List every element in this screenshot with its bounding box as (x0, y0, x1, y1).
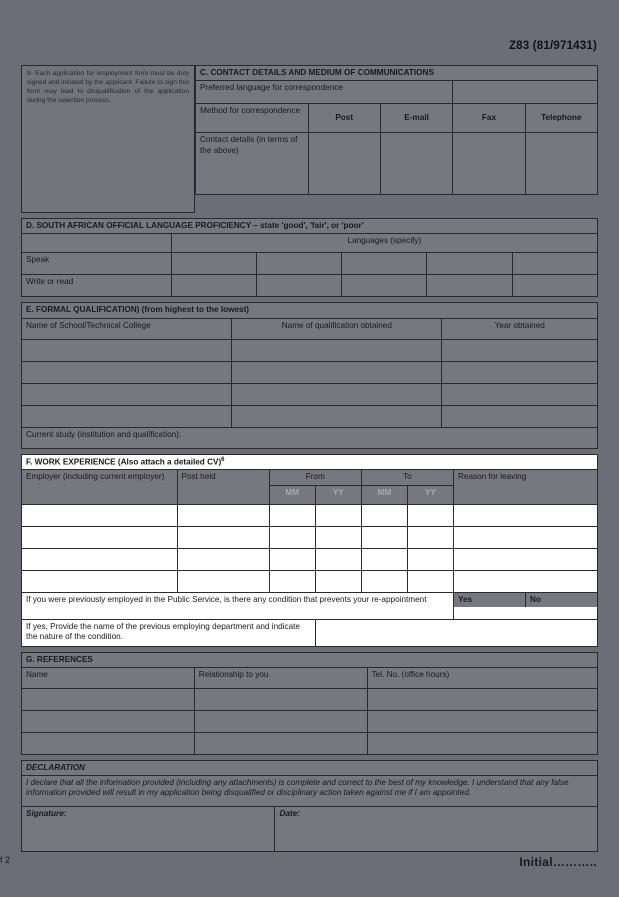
speak-lang-3[interactable] (342, 253, 427, 275)
preferred-language-label: Preferred language for correspondence (196, 81, 453, 104)
note-8-text: 8- Each application for employment form must be duly signed and initialed by the applicant. Failure to sign this form may lead to disqualification of the application during the selection process. (21, 65, 195, 213)
speak-lang-1[interactable] (171, 253, 256, 275)
write-lang-3[interactable] (342, 275, 427, 297)
page-number: f 2 (0, 855, 11, 865)
qual-name-4[interactable] (232, 405, 442, 427)
qual-name-3[interactable] (232, 383, 442, 405)
declaration-section (21, 760, 598, 852)
ref-tel-2[interactable] (367, 710, 597, 732)
signature-label[interactable]: Signature: (22, 807, 275, 852)
section-g (21, 652, 598, 755)
ref-name-2[interactable] (22, 710, 195, 732)
languages-header: Languages (specify) (171, 234, 597, 253)
ref-rel-3[interactable] (194, 732, 367, 754)
section-e-col-school: Name of School/Technical College (22, 318, 232, 339)
section-g-title: G. REFERENCES (22, 652, 598, 667)
form-sheet (21, 65, 598, 852)
work-from-yy-3[interactable] (315, 548, 361, 570)
method-telephone[interactable]: Telephone (525, 104, 597, 133)
yes-no-cell (453, 592, 597, 619)
work-reason-4[interactable] (453, 570, 597, 592)
section-f-title: F. WORK EXPERIENCE (Also attach a detailed CV)$^6$ (22, 454, 598, 470)
public-service-yes[interactable]: Yes (454, 593, 526, 607)
qual-name-1[interactable] (232, 339, 442, 361)
work-employer-3[interactable] (22, 548, 178, 570)
work-to-yy-3[interactable] (407, 548, 453, 570)
section-f-table (21, 454, 598, 647)
work-reason-3[interactable] (453, 548, 597, 570)
work-employer-1[interactable] (22, 504, 178, 526)
section-f-col-to: To (361, 470, 453, 485)
work-reason-2[interactable] (453, 526, 597, 548)
work-post-4[interactable] (177, 570, 269, 592)
section-e-col-year: Year obtained (442, 318, 598, 339)
row-label-speak: Speak (22, 253, 172, 275)
work-to-yy-1[interactable] (407, 504, 453, 526)
write-lang-1[interactable] (171, 275, 256, 297)
write-lang-2[interactable] (257, 275, 342, 297)
qual-school-4[interactable] (22, 405, 232, 427)
qual-school-2[interactable] (22, 361, 232, 383)
declaration-title: DECLARATION (22, 760, 598, 775)
qual-year-1[interactable] (442, 339, 598, 361)
form-code: Z83 (81/971431) (508, 40, 597, 52)
work-reason-1[interactable] (453, 504, 597, 526)
section-g-col-tel: Tel. No. (office hours) (367, 667, 597, 688)
work-from-mm-4[interactable] (269, 570, 315, 592)
page-footer (0, 855, 619, 869)
public-service-question: If you were previously employed in the Public Service, is there any condition that prevents your re-appointment (22, 592, 454, 619)
section-f-col-post: Post held (177, 470, 269, 504)
work-to-mm-2[interactable] (361, 526, 407, 548)
qual-year-3[interactable] (442, 383, 598, 405)
work-to-yy-4[interactable] (407, 570, 453, 592)
top-row (21, 65, 598, 213)
contact-details-telephone-input[interactable] (525, 133, 597, 195)
row-label-write-or-read: Write or read (22, 275, 172, 297)
if-yes-input[interactable] (315, 619, 597, 646)
to-yy-header: YY (407, 485, 453, 504)
section-e (21, 302, 598, 448)
declaration-table (21, 760, 598, 852)
work-to-yy-2[interactable] (407, 526, 453, 548)
write-lang-4[interactable] (427, 275, 512, 297)
speak-lang-5[interactable] (512, 253, 597, 275)
speak-lang-2[interactable] (257, 253, 342, 275)
declaration-text: I declare that all the information provided (including any attachments) is complete and correct to the best of my knowledge. I understand that any false information provided will result in my application being disqualified or disciplinary action taken against me if I am appointed. (22, 776, 598, 807)
initial-line: Initial……….. (519, 855, 597, 869)
work-from-yy-2[interactable] (315, 526, 361, 548)
work-post-2[interactable] (177, 526, 269, 548)
qual-year-2[interactable] (442, 361, 598, 383)
work-to-mm-4[interactable] (361, 570, 407, 592)
ref-tel-3[interactable] (367, 732, 597, 754)
work-employer-4[interactable] (22, 570, 178, 592)
section-c-table (195, 65, 598, 195)
ref-rel-2[interactable] (194, 710, 367, 732)
section-f (21, 454, 598, 647)
method-post[interactable]: Post (308, 104, 380, 133)
from-yy-header: YY (315, 485, 361, 504)
work-to-mm-1[interactable] (361, 504, 407, 526)
ref-tel-1[interactable] (367, 688, 597, 710)
section-f-col-reason: Reason for leaving (453, 470, 597, 504)
section-c (195, 65, 598, 195)
section-f-col-from: From (269, 470, 361, 485)
section-d-table (21, 218, 598, 297)
write-lang-5[interactable] (512, 275, 597, 297)
qual-name-2[interactable] (232, 361, 442, 383)
ref-rel-1[interactable] (194, 688, 367, 710)
work-from-yy-4[interactable] (315, 570, 361, 592)
section-g-col-relationship: Relationship to you (194, 667, 367, 688)
section-g-table (21, 652, 598, 755)
work-from-yy-1[interactable] (315, 504, 361, 526)
date-label[interactable]: Date: (275, 807, 598, 852)
section-d-title: D. SOUTH AFRICAN OFFICIAL LANGUAGE PROFICIENCY – state 'good', 'fair', or 'poor' (22, 219, 598, 234)
section-e-col-qualification: Name of qualification obtained (232, 318, 442, 339)
to-mm-header: MM (361, 485, 407, 504)
method-label: Method for correspondence (196, 104, 309, 133)
contact-details-post-input[interactable] (308, 133, 380, 195)
from-mm-header: MM (269, 485, 315, 504)
contact-details-label: Contact details (in terms of the above) (196, 133, 309, 195)
work-post-3[interactable] (177, 548, 269, 570)
ref-name-3[interactable] (22, 732, 195, 754)
public-service-no[interactable]: No (525, 593, 597, 607)
section-c-title: C. CONTACT DETAILS AND MEDIUM OF COMMUNICATIONS (196, 66, 598, 81)
work-from-mm-3[interactable] (269, 548, 315, 570)
method-email[interactable]: E-mail (380, 104, 452, 133)
method-fax[interactable]: Fax (453, 104, 525, 133)
work-to-mm-3[interactable] (361, 548, 407, 570)
work-employer-2[interactable] (22, 526, 178, 548)
section-e-title: E. FORMAL QUALIFICATION) (from highest to the lowest) (22, 303, 598, 318)
qual-school-1[interactable] (22, 339, 232, 361)
work-from-mm-1[interactable] (269, 504, 315, 526)
contact-details-email-input[interactable] (380, 133, 452, 195)
current-study-label[interactable]: Current study (institution and qualification): (22, 427, 598, 448)
speak-lang-4[interactable] (427, 253, 512, 275)
section-e-table (21, 302, 598, 448)
section-g-col-name: Name (22, 667, 195, 688)
qual-year-4[interactable] (442, 405, 598, 427)
section-d-corner (22, 234, 172, 253)
work-post-1[interactable] (177, 504, 269, 526)
preferred-language-input[interactable] (453, 81, 598, 104)
ref-name-1[interactable] (22, 688, 195, 710)
work-from-mm-2[interactable] (269, 526, 315, 548)
section-d (21, 218, 598, 297)
section-f-col-employer: Employer (including current employer) (22, 470, 178, 504)
qual-school-3[interactable] (22, 383, 232, 405)
if-yes-label: If yes, Provide the name of the previous employing department and indicate the nature of the condition. (22, 619, 316, 646)
contact-details-fax-input[interactable] (453, 133, 525, 195)
